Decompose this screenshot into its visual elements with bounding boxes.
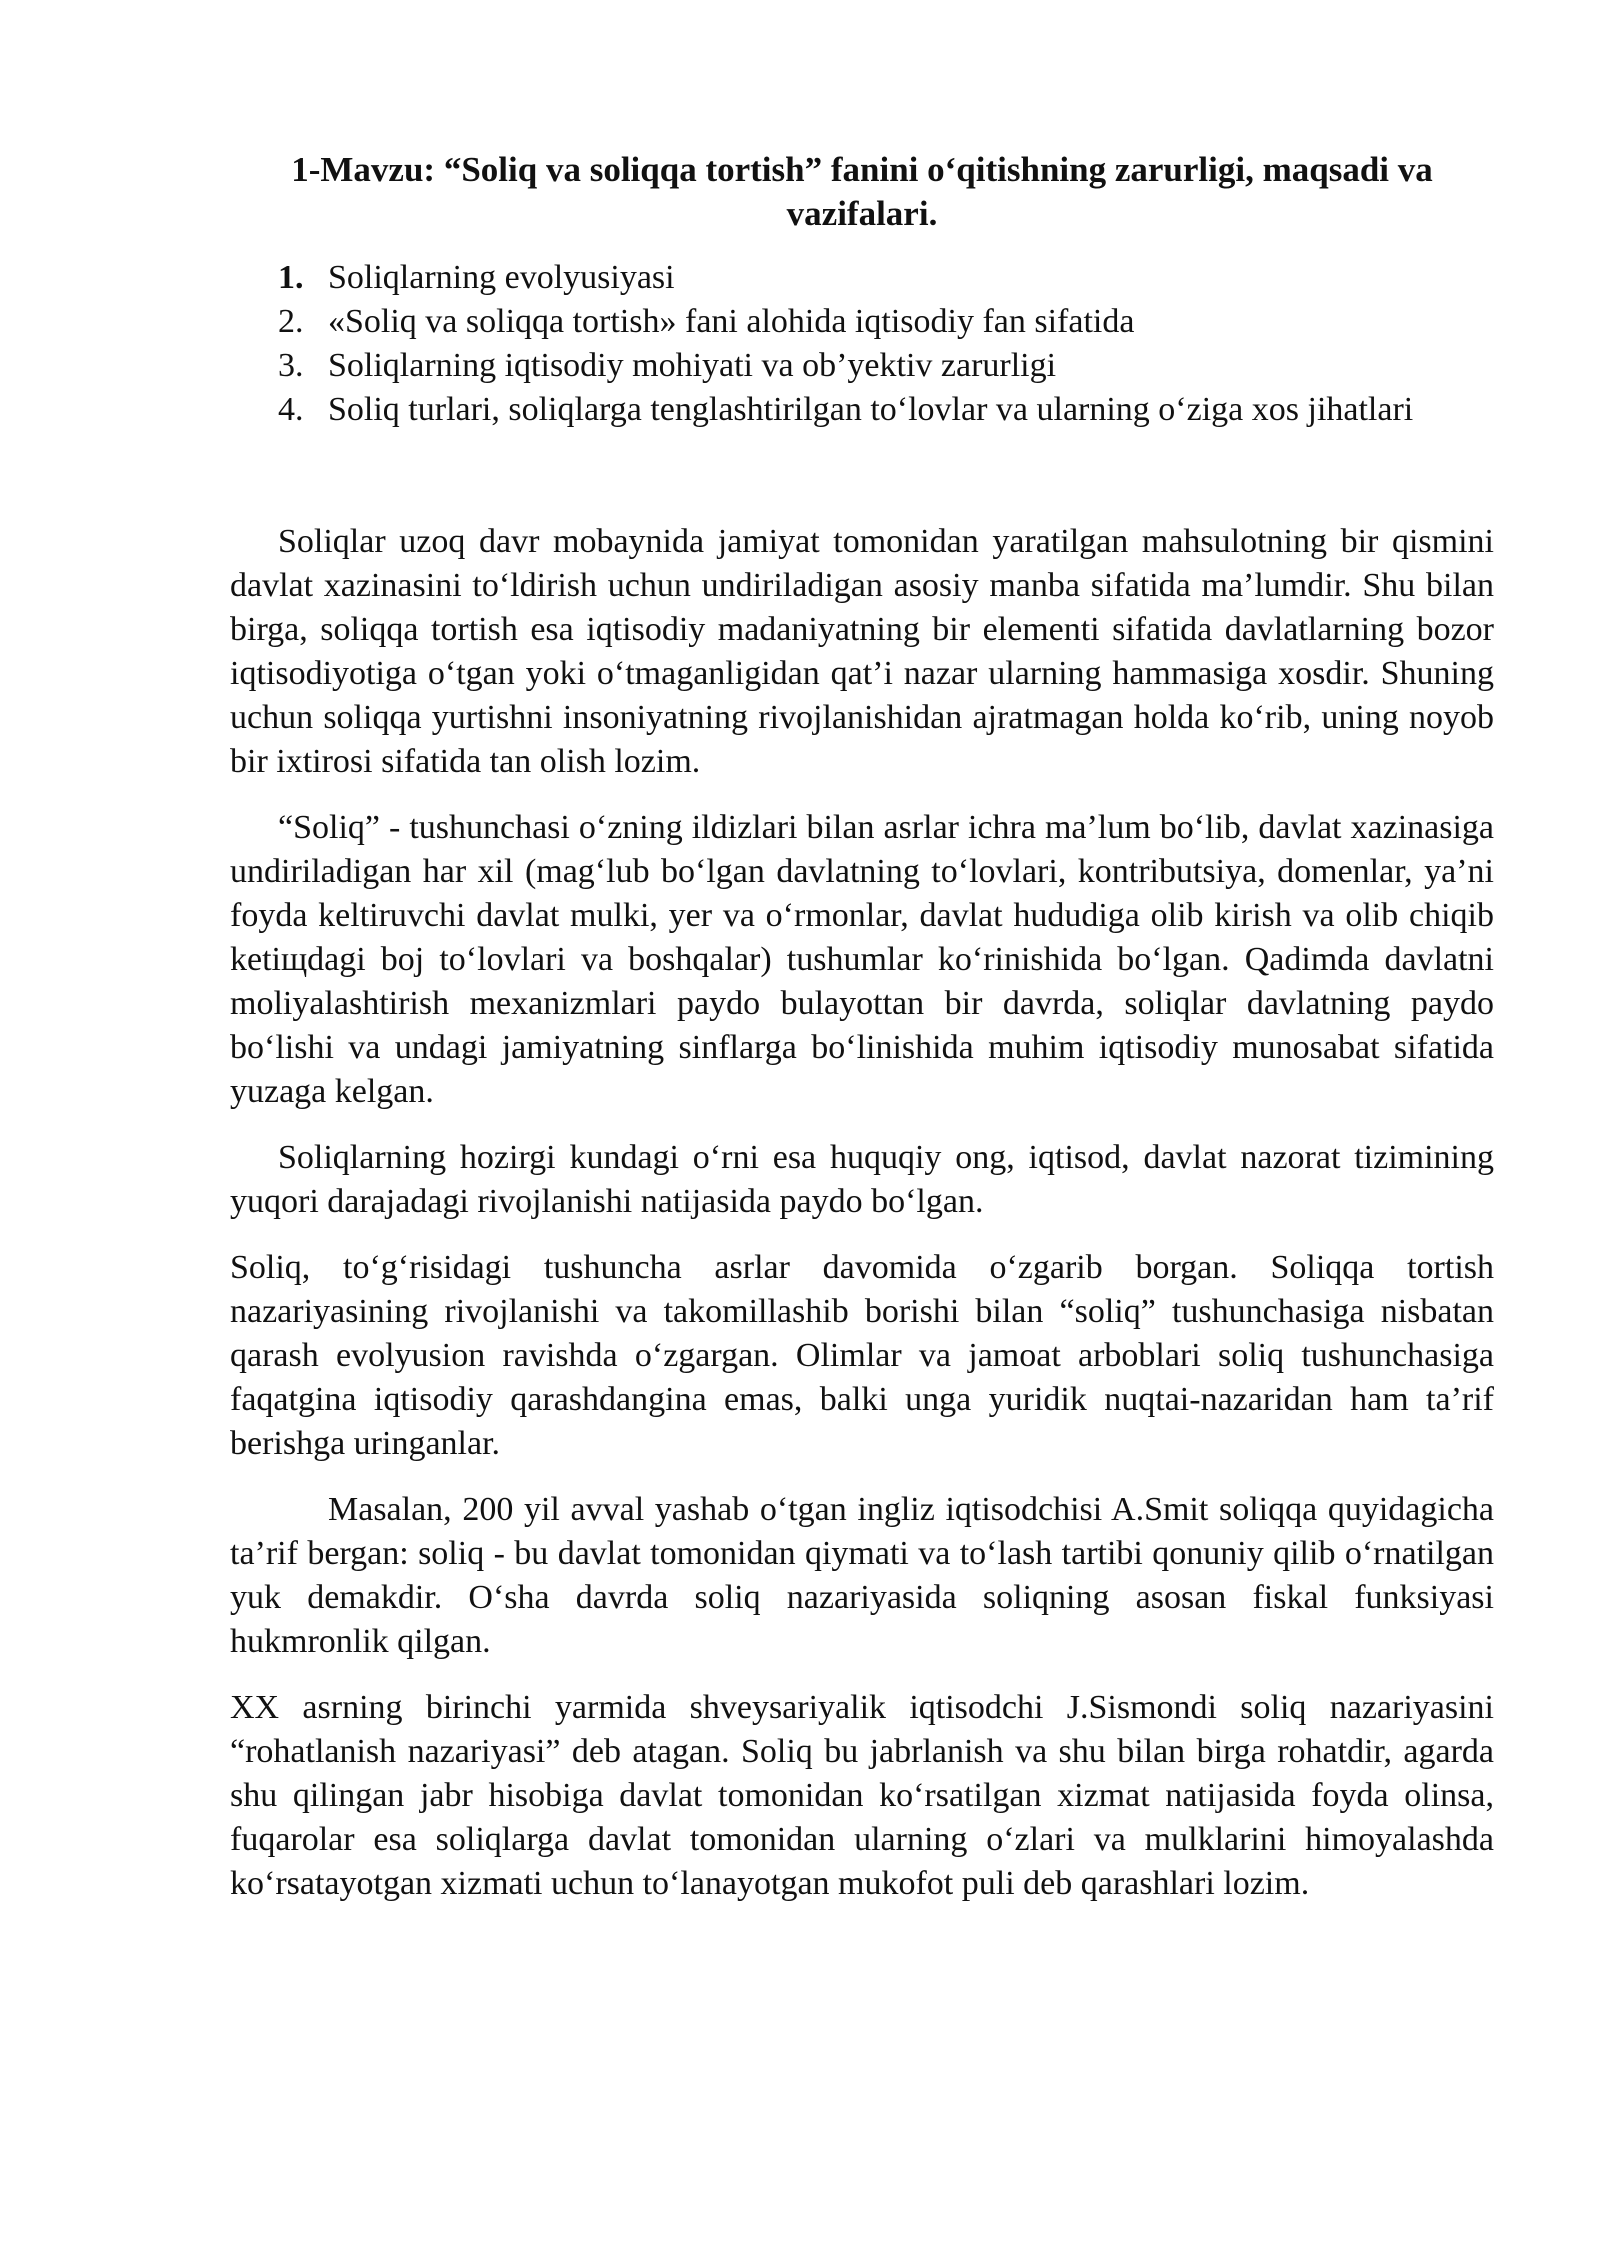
outline-number: 4. — [278, 391, 304, 428]
outline-item — [230, 388, 1494, 432]
topic-outline — [230, 256, 1494, 432]
document-title: 1-Mavzu: “Soliq va soliqqa tortish” fanini o‘qitishning zarurligi, maqsadi va vazifalari. — [291, 150, 1433, 233]
paragraph: XX asrning birinchi yarmida shveysariyalik iqtisodchi J.Sismondi soliq nazariyasini “rohatlanish nazariyasi” deb atagan. Soliq bu jabrlanish va shu bilan birga rohatdir, agarda shu qilingan jabr hisobiga davlat tomonidan ko‘rsatilgan xizmat natijasida foyda olinsa, fuqarolar esa soliqlarga davlat tomonidan ularning o‘zlari va mulklarini himoyalashda ko‘rsatayotgan xizmati uchun to‘lanayotgan mukofot puli deb qarashlari lozim. — [230, 1689, 1494, 1902]
outline-item — [230, 300, 1494, 344]
outline-number: 3. — [278, 347, 304, 384]
outline-number: 1. — [278, 259, 304, 296]
outline-item — [230, 256, 1494, 300]
paragraph: Soliq, to‘g‘risidagi tushuncha asrlar davomida o‘zgarib borgan. Soliqqa tortish nazariyasining rivojlanishi va takomillashib borishi bilan “soliq” tushunchasiga nisbatan qarash evolyusion ravishda o‘zgargan. Olimlar va jamoat arboblari soliq tushunchasiga faqatgina iqtisodiy qarashdangina emas, balki unga yuridik nuqtai-nazaridan ham ta’rif berishga uringanlar. — [230, 1249, 1494, 1462]
paragraph: Masalan, 200 yil avval yashab o‘tgan ingliz iqtisodchisi A.Smit soliqqa quyidagicha ta’rif bergan: soliq - bu davlat tomonidan qiymati va to‘lash tartibi qonuniy qilib o‘rnatilgan yuk demakdir. O‘sha davrda soliq nazariyasida soliqning asosan fiskal funksiyasi hukmronlik qilgan. — [230, 1491, 1494, 1660]
outline-text: «Soliq va soliqqa tortish» fani alohida iqtisodiy fan sifatida — [328, 303, 1135, 340]
paragraph: Soliqlar uzoq davr mobaynida jamiyat tomonidan yaratilgan mahsulotning bir qismini davlat xazinasini to‘ldirish uchun undiriladigan asosiy manba sifatida ma’lumdir. Shu bilan birga, soliqqa tortish esa iqtisodiy madaniyatning bir elementi sifatida davlatlarning bozor iqtisodiyotiga o‘tgan yoki o‘tmaganligidan qat’i nazar ularning hammasiga xosdir. Shuning uchun soliqqa yurtishni insoniyatning rivojlanishidan ajratmagan holda ko‘rib, uning noyob bir ixtirosi sifatida tan olish lozim. — [230, 523, 1494, 780]
outline-text: Soliqlarning iqtisodiy mohiyati va ob’yektiv zarurligi — [328, 347, 1057, 384]
outline-item — [230, 344, 1494, 388]
outline-text: Soliq turlari, soliqlarga tenglashtirilgan to‘lovlar va ularning o‘ziga xos jihatlari — [328, 391, 1414, 428]
outline-text: Soliqlarning evolyusiyasi — [328, 259, 675, 296]
outline-number: 2. — [278, 303, 304, 340]
paragraph: Soliqlarning hozirgi kundagi o‘rni esa huquqiy ong, iqtisod, davlat nazorat tizimining yuqori darajadagi rivojlanishi natijasida paydo bo‘lgan. — [230, 1139, 1494, 1220]
document-body — [230, 148, 1494, 1906]
paragraph: “Soliq” - tushunchasi o‘zning ildizlari bilan asrlar ichra ma’lum bo‘lib, davlat xazinasiga undiriladigan har xil (mag‘lub bo‘lgan davlatning to‘lovlari, kontributsiya, domenlar, ya’ni foyda keltiruvchi davlat mulki, yer va o‘rmonlar, davlat hududiga olib kirish va olib chiqib ketiщdagi boj to‘lovlari va boshqalar) tushumlar ko‘rinishida bo‘lgan. Qadimda davlatni moliyalashtirish mexanizmlari paydo bulayottan bir davrda, soliqlar davlatning paydo bo‘lishi va undagi jamiyatning sinflarga bo‘linishida muhim iqtisodiy munosabat sifatida yuzaga kelgan. — [230, 809, 1494, 1110]
